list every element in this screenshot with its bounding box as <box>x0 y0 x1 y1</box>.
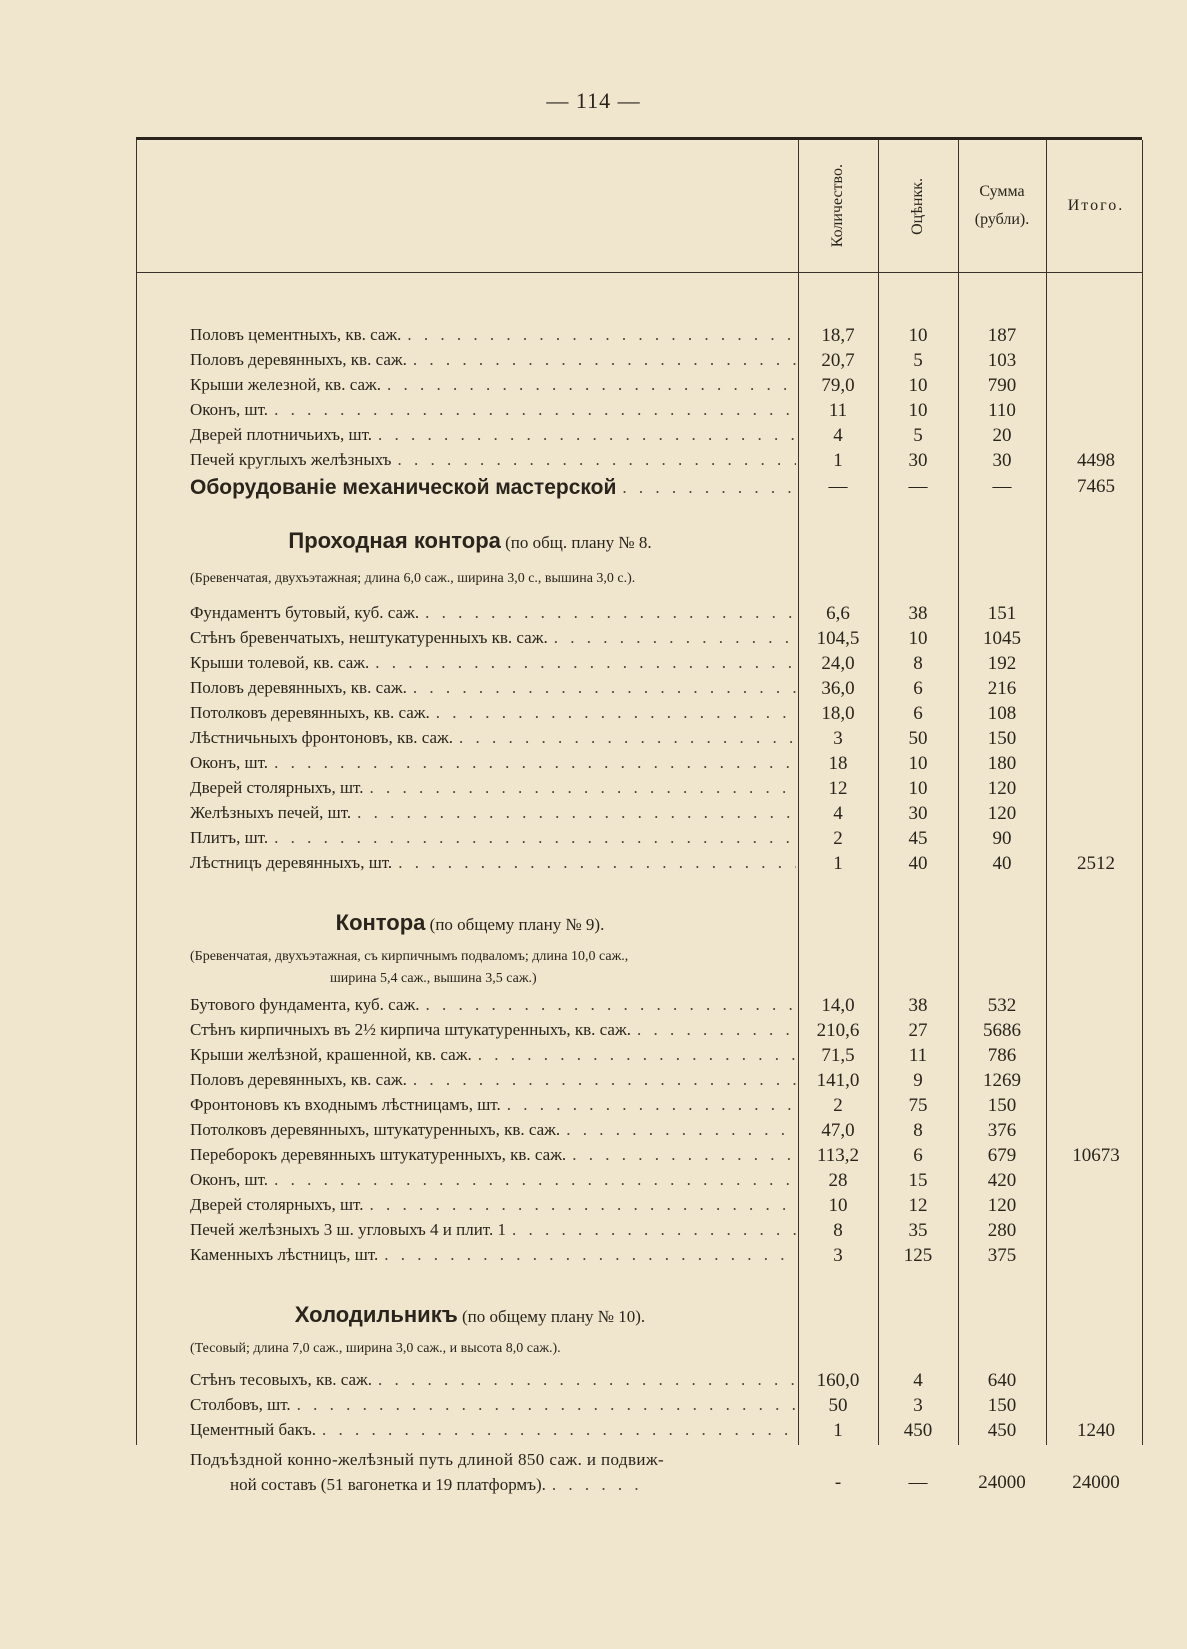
section-title-suffix: (по общ. плану № 8. <box>505 533 652 552</box>
row-sum: 640 <box>987 1370 1017 1391</box>
row-price: 6 <box>913 678 923 699</box>
row-price: 6 <box>913 703 923 724</box>
railway-price: — <box>908 1472 928 1493</box>
section-title-main: Проходная контора <box>288 528 501 553</box>
header-sum-line2: (рубли). <box>974 211 1030 228</box>
row-label: Потолковъ деревянныхъ, кв. саж. <box>190 703 430 722</box>
section-title-main: Холодильникъ <box>294 1302 458 1327</box>
table-row <box>0 1220 1187 1245</box>
row-price: 4 <box>913 1370 923 1391</box>
railway-entry <box>190 1447 798 1497</box>
row-price: 8 <box>913 653 923 674</box>
row-sum: 108 <box>987 703 1017 724</box>
table-row <box>0 350 1187 375</box>
row-qty: 3 <box>833 728 843 749</box>
row-qty: 18 <box>828 753 848 774</box>
row-label: Половъ деревянныхъ, кв. саж. <box>190 1070 407 1089</box>
table-row <box>0 803 1187 828</box>
row-price: 8 <box>913 1120 923 1141</box>
header-total <box>1050 145 1142 267</box>
row-sum: 450 <box>987 1420 1017 1441</box>
table-row <box>0 628 1187 653</box>
row-sum: 110 <box>988 400 1016 421</box>
railway-total: 24000 <box>1072 1472 1120 1493</box>
row-price: 10 <box>908 753 928 774</box>
row-label: Оконъ, шт. <box>190 400 269 419</box>
row-sum: 790 <box>987 375 1017 396</box>
row-price: 38 <box>908 603 928 624</box>
row-qty: 10 <box>828 1195 848 1216</box>
section-note-line1: (Бревенчатая, двухъэтажная, съ кирпичнымъ подваломъ; длина 10,0 саж., <box>190 949 629 964</box>
row-qty: 24,0 <box>821 653 855 674</box>
row-price: 10 <box>908 400 928 421</box>
table-row <box>0 778 1187 803</box>
railway-line1: Подъѣздной конно-желѣзный путь длиной 850 саж. и подвиж- <box>190 1450 665 1469</box>
row-sum: 150 <box>987 728 1017 749</box>
row-qty: 6,6 <box>826 603 850 624</box>
row-total: 4498 <box>1077 450 1115 471</box>
row-qty: — <box>828 476 848 497</box>
row-price: 50 <box>908 728 928 749</box>
row-label: Лѣстничьныхъ фронтоновъ, кв. саж. <box>190 728 454 747</box>
row-price: 27 <box>908 1020 928 1041</box>
row-total: 1240 <box>1077 1420 1115 1441</box>
row-label: Оконъ, шт. <box>190 1170 269 1189</box>
row-sum: 40 <box>992 853 1012 874</box>
row-sum: 180 <box>987 753 1017 774</box>
row-qty: 2 <box>833 828 843 849</box>
row-sum: 376 <box>987 1120 1017 1141</box>
row-qty: 113,2 <box>816 1145 860 1166</box>
row-qty: 141,0 <box>816 1070 860 1091</box>
row-qty: 2 <box>833 1095 843 1116</box>
section-title <box>136 1302 804 1328</box>
row-qty: 160,0 <box>816 1370 860 1391</box>
table-row <box>0 703 1187 728</box>
table-row <box>0 1195 1187 1220</box>
row-qty: 11 <box>828 400 848 421</box>
railway-line2: ной составъ (51 вагонетка и 19 платформъ). <box>230 1475 546 1494</box>
row-price: 75 <box>908 1095 928 1116</box>
table-row <box>0 728 1187 753</box>
row-qty: 12 <box>828 778 848 799</box>
row-label: Фронтоновъ къ входнымъ лѣстницамъ, шт. <box>190 1095 501 1114</box>
table-row <box>0 828 1187 853</box>
row-price: 30 <box>908 450 928 471</box>
row-price: 38 <box>908 995 928 1016</box>
row-label: Столбовъ, шт. <box>190 1395 291 1414</box>
table-row <box>0 603 1187 628</box>
row-price: 10 <box>908 778 928 799</box>
railway-qty: - <box>834 1472 842 1493</box>
table-row <box>0 1020 1187 1045</box>
row-price: 5 <box>913 350 923 371</box>
row-price: 12 <box>908 1195 928 1216</box>
row-label: Крыши толевой, кв. саж. <box>190 653 370 672</box>
row-qty: 1 <box>833 1420 843 1441</box>
row-price: 10 <box>908 375 928 396</box>
row-price: 450 <box>903 1420 933 1441</box>
row-sum: 679 <box>987 1145 1017 1166</box>
row-qty: 36,0 <box>821 678 855 699</box>
row-label: Фундаментъ бутовый, куб. саж. <box>190 603 420 622</box>
row-qty: 8 <box>833 1220 843 1241</box>
table-row <box>0 1045 1187 1070</box>
table-row <box>0 1120 1187 1145</box>
row-qty: 4 <box>833 425 843 446</box>
section-title-main: Контора <box>335 910 426 935</box>
row-qty: 14,0 <box>821 995 855 1016</box>
row-price: 11 <box>908 1045 928 1066</box>
row-price: 45 <box>908 828 928 849</box>
row-label: Дверей плотничьихъ, шт. <box>190 425 372 444</box>
header-rule <box>136 272 1142 273</box>
railway-sum: 24000 <box>978 1472 1026 1493</box>
row-label: Бутового фундамента, куб. саж. <box>190 995 420 1014</box>
section-note: (Бревенчатая, двухъэтажная; длина 6,0 саж., ширина 3,0 с., вышина 3,0 с.). <box>190 571 636 586</box>
row-label: Дверей столярныхъ, шт. <box>190 1195 364 1214</box>
row-label: Стѣнъ тесовыхъ, кв. саж. <box>190 1370 373 1389</box>
row-qty: 47,0 <box>821 1120 855 1141</box>
row-qty: 3 <box>833 1245 843 1266</box>
section-note-line2: ширина 5,4 саж., вышина 3,5 саж.) <box>330 971 537 986</box>
row-sum: 90 <box>992 828 1012 849</box>
row-sum: — <box>992 476 1012 497</box>
row-label: Половъ деревянныхъ, кв. саж. <box>190 350 407 369</box>
row-label: Дверей столярныхъ, шт. <box>190 778 364 797</box>
row-label: Переборокъ деревянныхъ штукатуренныхъ, кв. саж. <box>190 1145 567 1164</box>
row-price: 6 <box>913 1145 923 1166</box>
row-label: Оконъ, шт. <box>190 753 269 772</box>
section-note: (Тесовый; длина 7,0 саж., ширина 3,0 саж., и высота 8,0 саж.). <box>190 1341 561 1356</box>
row-price: — <box>908 476 928 497</box>
section-note <box>190 946 804 990</box>
row-label: Стѣнъ бревенчатыхъ, нештукатуренныхъ кв. саж. <box>190 628 548 647</box>
row-sum: 420 <box>987 1170 1017 1191</box>
row-label: Половъ цементныхъ, кв. саж. <box>190 325 402 344</box>
row-sum: 1045 <box>983 628 1021 649</box>
header-price-label: Оцѣнкк. <box>909 177 926 235</box>
section-title-suffix: (по общему плану № 9). <box>429 915 605 934</box>
table-row <box>0 1170 1187 1195</box>
row-label: Печей желѣзныхъ 3 ш. угловыхъ 4 и плит. 1 <box>190 1220 506 1239</box>
row-qty: 1 <box>833 450 843 471</box>
row-label: Цементный бакъ. <box>190 1420 317 1439</box>
table-row <box>0 1095 1187 1120</box>
row-qty: 50 <box>828 1395 848 1416</box>
header-sum <box>960 145 1044 267</box>
row-price: 35 <box>908 1220 928 1241</box>
row-sum: 20 <box>992 425 1012 446</box>
table-row <box>0 1420 1187 1445</box>
row-label: Желѣзныхъ печей, шт. <box>190 803 352 822</box>
row-price: 3 <box>913 1395 923 1416</box>
table-row <box>0 678 1187 703</box>
row-sum: 1269 <box>983 1070 1021 1091</box>
row-total: 7465 <box>1077 476 1115 497</box>
row-total: 2512 <box>1077 853 1115 874</box>
row-qty: 210,6 <box>816 1020 860 1041</box>
row-sum: 150 <box>987 1395 1017 1416</box>
row-qty: 104,5 <box>816 628 860 649</box>
row-qty: 71,5 <box>821 1045 855 1066</box>
row-price: 5 <box>913 425 923 446</box>
table-row <box>0 1145 1187 1170</box>
row-price: 40 <box>908 853 928 874</box>
row-qty: 28 <box>828 1170 848 1191</box>
table-row <box>0 853 1187 878</box>
row-price: 10 <box>908 628 928 649</box>
row-label: Плитъ, шт. <box>190 828 269 847</box>
top-rule <box>136 137 1142 140</box>
header-price <box>880 145 956 267</box>
table-row <box>0 753 1187 778</box>
section-title <box>136 528 804 554</box>
row-sum: 120 <box>987 778 1017 799</box>
row-label: Оборудованіе механической мастерской <box>190 476 617 499</box>
table-row <box>0 1245 1187 1270</box>
row-qty: 18,0 <box>821 703 855 724</box>
table-row <box>0 375 1187 400</box>
table-row <box>0 325 1187 350</box>
row-label: Каменныхъ лѣстницъ, шт. <box>190 1245 379 1264</box>
row-sum: 5686 <box>983 1020 1021 1041</box>
table-row <box>0 1070 1187 1095</box>
row-sum: 280 <box>987 1220 1017 1241</box>
row-sum: 151 <box>987 603 1017 624</box>
row-qty: 20,7 <box>821 350 855 371</box>
row-sum: 187 <box>987 325 1017 346</box>
row-total: 10673 <box>1072 1145 1120 1166</box>
row-price: 10 <box>908 325 928 346</box>
row-label: Печей круглыхъ желѣзныхъ <box>190 450 392 469</box>
row-sum: 216 <box>987 678 1017 699</box>
row-label: Лѣстницъ деревянныхъ, шт. <box>190 853 393 872</box>
table-row-equipment <box>0 476 1187 504</box>
row-sum: 192 <box>987 653 1017 674</box>
railway-line2-wrap: ной составъ (51 вагонетка и 19 платформъ). . . . . . . <box>190 1472 798 1497</box>
table-row <box>0 1370 1187 1395</box>
row-price: 125 <box>903 1245 933 1266</box>
row-price: 30 <box>908 803 928 824</box>
header-sum-line1: Сумма <box>979 183 1025 200</box>
row-price: 15 <box>908 1170 928 1191</box>
header-qty <box>800 145 876 267</box>
row-sum: 532 <box>987 995 1017 1016</box>
row-sum: 103 <box>987 350 1017 371</box>
row-qty: 18,7 <box>821 325 855 346</box>
table-row <box>0 995 1187 1020</box>
row-sum: 786 <box>987 1045 1017 1066</box>
table-row <box>0 400 1187 425</box>
row-label: Крыши желѣзной, крашенной, кв. саж. <box>190 1045 472 1064</box>
row-label: Крыши железной, кв. саж. <box>190 375 381 394</box>
row-label: Половъ деревянныхъ, кв. саж. <box>190 678 407 697</box>
table-row <box>0 425 1187 450</box>
row-sum: 30 <box>992 450 1012 471</box>
row-label: Стѣнъ кирпичныхъ въ 2½ кирпича штукатуренныхъ, кв. саж. <box>190 1020 631 1039</box>
row-qty: 79,0 <box>821 375 855 396</box>
row-sum: 120 <box>987 803 1017 824</box>
page-number: — 114 — <box>546 88 641 113</box>
row-sum: 375 <box>987 1245 1017 1266</box>
table-row <box>0 653 1187 678</box>
row-qty: 4 <box>833 803 843 824</box>
row-sum: 150 <box>987 1095 1017 1116</box>
row-sum: 120 <box>987 1195 1017 1216</box>
row-qty: 1 <box>833 853 843 874</box>
section-title-suffix: (по общему плану № 10). <box>462 1307 646 1326</box>
table-row <box>0 1395 1187 1420</box>
row-label: Потолковъ деревянныхъ, штукатуренныхъ, кв. саж. <box>190 1120 561 1139</box>
row-price: 9 <box>913 1070 923 1091</box>
table-row <box>0 450 1187 475</box>
section-title <box>136 910 804 936</box>
header-qty-label: Количество. <box>829 164 846 248</box>
header-total-label: Итого. <box>1067 197 1125 214</box>
